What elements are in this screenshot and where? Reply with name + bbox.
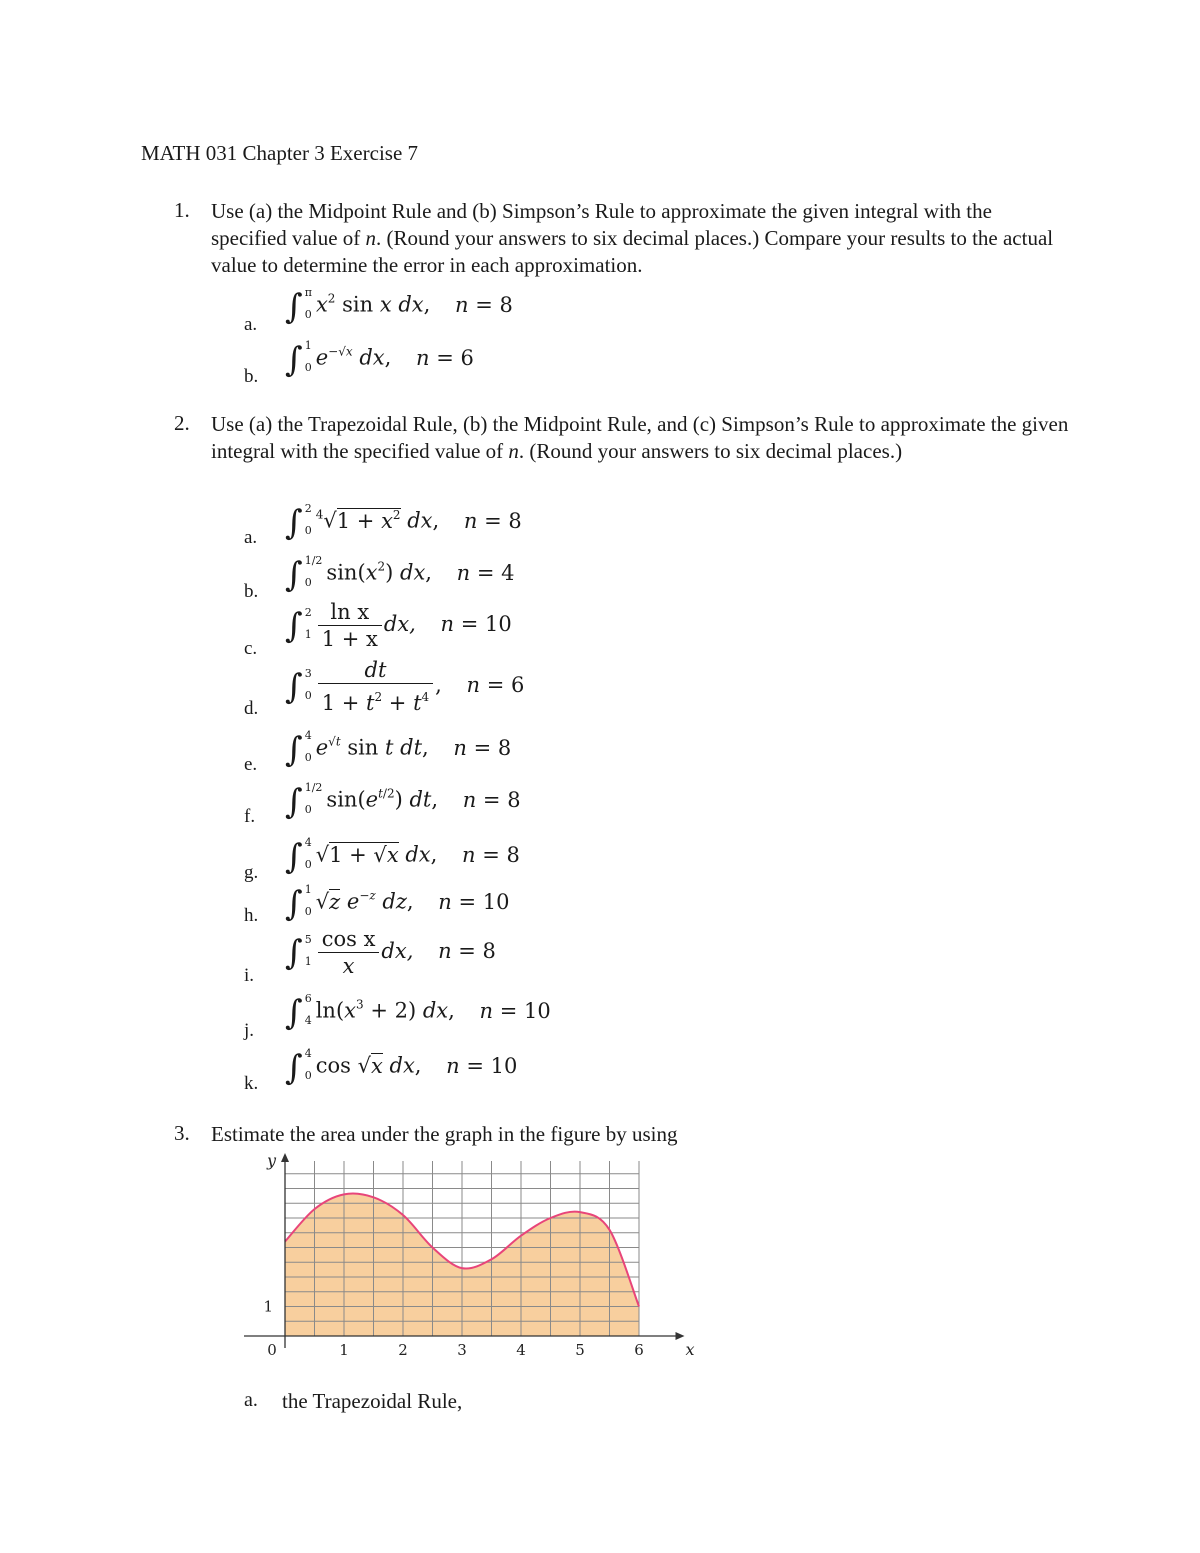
question-2-number: 2. (174, 411, 190, 435)
y-axis-arrow (281, 1153, 289, 1162)
question-2-text (211, 411, 1071, 465)
q1-item-label: a. (244, 314, 258, 335)
q2-item-integral: ∫ 6 4 $\ln(x^3 + 2)$ dx, n = 10 (285, 992, 551, 1033)
q2-item-label: h. (244, 905, 259, 926)
q2-item-integral: ∫ 5 1 $\frac{\text{cos x}}{x}$ dx, n = 8 (285, 927, 496, 978)
q2-item-integral: ∫ 4 0 √1 + √x dx, n = 8 (285, 836, 520, 877)
x-tick-label: 5 (575, 1341, 585, 1359)
x-tick-label: 6 (634, 1341, 644, 1359)
q2-item-label: a. (244, 527, 258, 548)
question-3-number: 3. (174, 1121, 190, 1145)
question-1-text-part: Use (a) the Midpoint Rule and (b) Simpson’s Rule to approximate the given integral with the specified value of (211, 199, 992, 250)
q2-item-integral: ∫ 2 1 $\frac{\text{ln x}}{1 + x}$ dx, n = 10 (285, 600, 512, 651)
q1-item-integral: ∫ π 0 $x^2$ sin x dx, n = 8 (285, 286, 513, 327)
x-tick-label: 1 (339, 1341, 349, 1359)
q3-sub-a-label: a. (244, 1389, 258, 1411)
q2-item-label: e. (244, 754, 258, 775)
q2-item-integral: ∫ 3 0 $\frac{dt}{1 + t^2 + t^4}$ , n = 6 (285, 658, 525, 715)
q2-item-label: k. (244, 1073, 259, 1094)
q2-item-integral: ∫ 2 0 $^4√1 + x^2$ dx, n = 8 (285, 502, 522, 543)
question-1-text-var: n (365, 226, 377, 250)
q2-item-label: f. (244, 806, 256, 827)
q2-item-integral: ∫ 1/2 0 $\sin(e^{t/2})$ dt, n = 8 (285, 781, 521, 822)
x-axis-arrow (676, 1332, 685, 1340)
q2-item-integral: ∫ 4 0 $e^{√t}$ sin t dt, n = 8 (285, 729, 512, 770)
q2-item-integral: ∫ 1/2 0 $\sin(x^2)$ dx, n = 4 (285, 554, 515, 595)
q2-item-integral: ∫ 4 0 cos √x dx, n = 10 (285, 1047, 518, 1088)
q2-item-label: j. (244, 1020, 255, 1041)
q2-item-label: g. (244, 862, 259, 883)
x-tick-label: 2 (398, 1341, 408, 1359)
q2-item-integral: ∫ 1 0 √z $e^{-z}$ dz, n = 10 (285, 883, 510, 924)
question-1-text-part: . (Round your answers to six decimal places.) Compare your results to the actual value to determine the error in each approximation. (211, 226, 1054, 277)
x-tick-label: 0 (267, 1341, 277, 1359)
question-2-text-var: n (508, 439, 519, 463)
page-title: MATH 031 Chapter 3 Exercise 7 (141, 141, 419, 165)
q1-item-label: b. (244, 366, 259, 387)
question-1-text (211, 198, 1071, 279)
x-axis-label: x (685, 1340, 695, 1359)
y-tick-label: 1 (263, 1297, 273, 1316)
q1-item-integral: ∫ 1 0 $e^{-√x}$ dx, n = 6 (285, 339, 474, 380)
question-3-text: Estimate the area under the graph in the figure by using (211, 1122, 678, 1146)
area-graph-figure (240, 1148, 695, 1373)
question-2-text-part: Use (a) the Trapezoidal Rule, (b) the Midpoint Rule, and (c) Simpson’s Rule to approximate the given integral with the specified value of (211, 412, 1069, 463)
q2-item-label: i. (244, 965, 255, 986)
y-axis-label: y (267, 1151, 277, 1170)
q2-item-label: c. (244, 638, 258, 659)
q2-item-label: b. (244, 581, 259, 602)
question-1-number: 1. (174, 198, 190, 222)
q3-sub-a-text: the Trapezoidal Rule, (282, 1389, 463, 1413)
q2-item-label: d. (244, 698, 259, 719)
question-2-text-part: . (Round your answers to six decimal places.) (518, 439, 903, 463)
x-tick-label: 4 (516, 1341, 526, 1359)
x-tick-label: 3 (457, 1341, 467, 1359)
